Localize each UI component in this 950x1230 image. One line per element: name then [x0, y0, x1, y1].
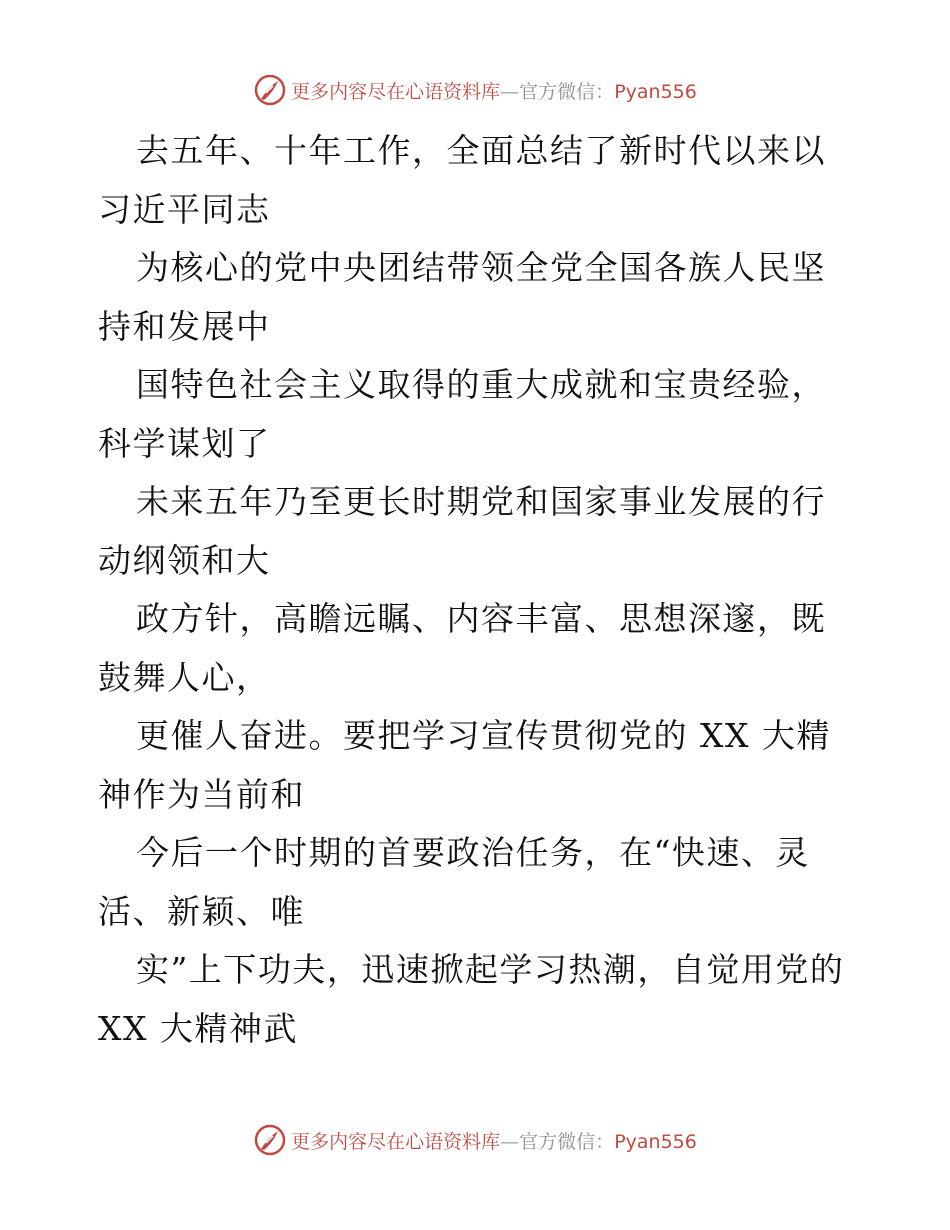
header-contact-id: Pyan556: [614, 80, 697, 103]
footer-text: [291, 1127, 697, 1154]
footer-banner: [0, 1120, 950, 1160]
paragraph-6: 更催人奋进。要把学习宣传贯彻党的 XX 大精神作为当前和: [98, 716, 831, 814]
paragraph-3: 国特色社会主义取得的重大成就和宝贵经验，科学谋划了: [98, 365, 826, 463]
header-text: [291, 77, 697, 104]
pen-nib-logo-icon: [253, 73, 287, 107]
paragraph-4: 未来五年乃至更长时期党和国家事业发展的行动纲领和大: [98, 482, 826, 580]
header-contact-label: 官方微信：: [519, 80, 615, 103]
pen-nib-logo-icon: [253, 1123, 287, 1157]
header-banner: [0, 70, 950, 110]
footer-contact-label: 官方微信：: [519, 1130, 615, 1153]
footer-contact-id: Pyan556: [614, 1130, 697, 1153]
header-dash: —: [500, 80, 520, 103]
paragraph-7: 今后一个时期的首要政治任务，在“快速、灵活、新颖、唯: [98, 833, 810, 931]
footer-brand-text: 更多内容尽在心语资料库: [291, 1130, 501, 1153]
footer-dash: —: [500, 1130, 520, 1153]
paragraph-5: 政方针，高瞻远瞩、内容丰富、思想深邃，既鼓舞人心，: [98, 599, 826, 697]
document-body: [98, 122, 858, 1058]
paragraph-1: 去五年、十年工作，全面总结了新时代以来以习近平同志: [98, 131, 826, 229]
paragraph-2: 为核心的党中央团结带领全党全国各族人民坚持和发展中: [98, 248, 826, 346]
header-brand-text: 更多内容尽在心语资料库: [291, 80, 501, 103]
paragraph-8: 实”上下功夫，迅速掀起学习热潮，自觉用党的 XX 大精神武: [98, 950, 845, 1048]
